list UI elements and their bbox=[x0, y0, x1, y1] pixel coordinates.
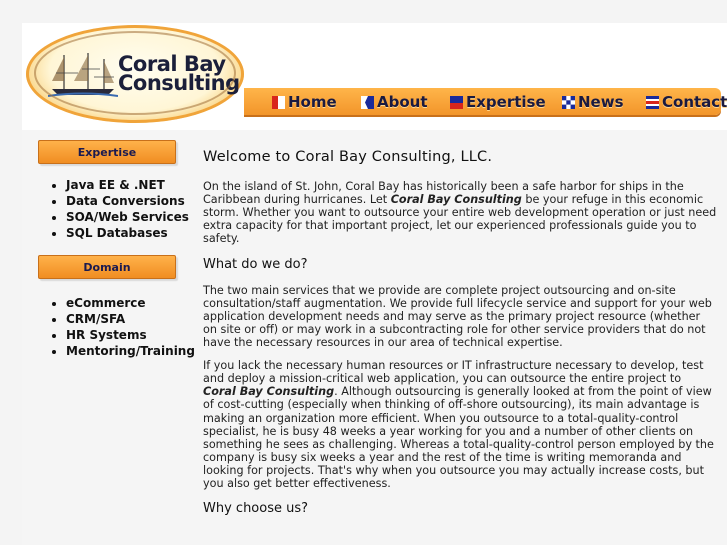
nav-contact[interactable] bbox=[646, 92, 727, 112]
nav-news-label: News bbox=[578, 93, 624, 111]
nav-about-label: About bbox=[377, 93, 428, 111]
blue-white-flag-icon bbox=[361, 96, 374, 109]
logo-text bbox=[118, 52, 240, 95]
list-item: • Data Conversions bbox=[66, 193, 208, 209]
company-name-emphasis: Coral Bay Consulting bbox=[390, 193, 522, 207]
list-item: • HR Systems bbox=[66, 327, 208, 343]
page bbox=[22, 23, 727, 545]
nav-expertise-label: Expertise bbox=[466, 93, 546, 111]
sidebar bbox=[38, 140, 208, 359]
intro-text-b: be your refuge in this economic storm. Whether you want to outsource your entire web development operation or just need extra capacity for that important project, let our experienced professionals guide you to safety. bbox=[203, 193, 717, 246]
logo-line-2: Consulting bbox=[118, 71, 240, 95]
main-content bbox=[203, 151, 717, 528]
list-item: • SQL Databases bbox=[66, 225, 208, 241]
site-logo[interactable] bbox=[26, 25, 244, 123]
blue-red-flag-icon bbox=[450, 96, 463, 109]
section-heading-what: What do we do? bbox=[203, 256, 308, 272]
list-item: • Java EE & .NET bbox=[66, 177, 208, 193]
logo-line-1: Coral Bay bbox=[118, 52, 226, 76]
list-item: • CRM/SFA bbox=[66, 311, 208, 327]
intro-text-a: On the island of St. John, Coral Bay has historically been a safe harbor for ships in the Caribbean during hurricanes. Let bbox=[203, 180, 684, 207]
nav-about[interactable] bbox=[361, 92, 428, 112]
nav-home-label: Home bbox=[288, 93, 337, 111]
nav-expertise[interactable] bbox=[450, 92, 546, 112]
outsourcing-text-b: . Although outsourcing is generally looked at from the point of view of cost-cutting (especially when thinking of off-shore outsourcing), its main advantage is making an organization more efficient. When you outsource to a total-quality-control specialist, he is busy 48 weeks a year working for you and a number of other clients on something he sees as challenging. Whereas a total-quality-control person employed by the company is busy six weeks a year and the rest of the time is writing memoranda and looking for projects. That's why when you outsource you may actually increase costs, but you also get better effectiveness. bbox=[203, 385, 714, 490]
list-item: • SOA/Web Services bbox=[66, 209, 208, 225]
site-header bbox=[22, 23, 727, 130]
outsourcing-paragraph bbox=[203, 359, 717, 490]
domain-button[interactable]: Domain bbox=[38, 255, 176, 279]
nav-contact-label: Contact bbox=[662, 93, 727, 111]
red-white-flag-icon bbox=[272, 96, 285, 109]
company-name-emphasis: Coral Bay Consulting bbox=[203, 385, 335, 399]
expertise-button[interactable]: Expertise bbox=[38, 140, 176, 164]
services-paragraph: The two main services that we provide are complete project outsourcing and on-site consultation/staff augmentation. We provide full lifecycle service and support for your web application development needs and may serve as the primary project resource (whether on site or off) or may work in a subcontracting role for other service providers that do not have the necessary resources in our area of technical expertise. bbox=[203, 283, 712, 350]
striped-flag-icon bbox=[646, 96, 659, 109]
expertise-list bbox=[38, 177, 208, 241]
sailboats-icon bbox=[48, 51, 118, 99]
nav-news[interactable] bbox=[562, 92, 624, 112]
main-nav bbox=[244, 88, 727, 115]
domain-list bbox=[38, 295, 208, 359]
list-item: • eCommerce bbox=[66, 295, 208, 311]
checkered-flag-icon bbox=[562, 96, 575, 109]
nav-home[interactable] bbox=[272, 92, 337, 112]
list-item: • Mentoring/Training bbox=[66, 343, 208, 359]
section-heading-why: Why choose us? bbox=[203, 501, 309, 517]
outsourcing-text-a: If you lack the necessary human resources or IT infrastructure necessary to develop, test and deploy a mission-critical web application, you can outsource the entire project to bbox=[203, 359, 704, 386]
page-title: Welcome to Coral Bay Consulting, LLC. bbox=[203, 149, 493, 165]
intro-paragraph bbox=[203, 180, 717, 245]
